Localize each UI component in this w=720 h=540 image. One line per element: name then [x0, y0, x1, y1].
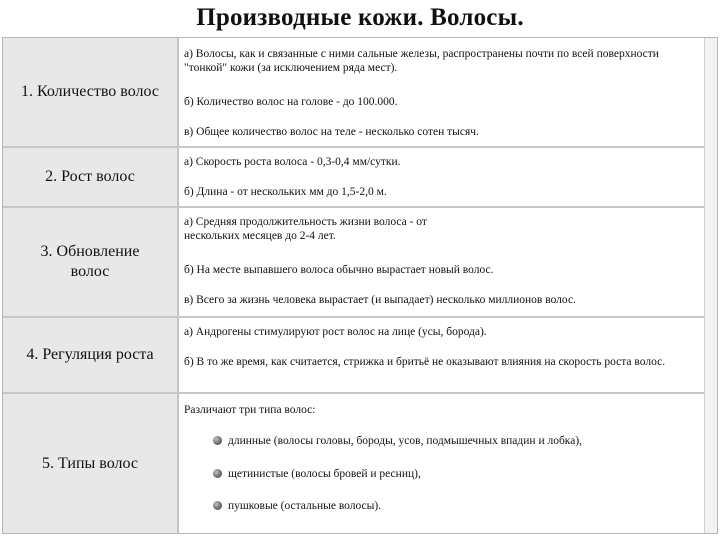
row-heading: 1. Количество волос: [3, 38, 179, 148]
table-row: [3, 208, 705, 318]
row-content: [179, 148, 705, 208]
list-intro: Различают три типа волос:: [184, 404, 316, 416]
row-heading: 5. Типы волос: [3, 394, 179, 533]
table-row: [3, 394, 705, 533]
fact-text: б) На месте выпавшего волоса обычно вырастает новый волос.: [184, 264, 494, 276]
page-title: Производные кожи. Волосы.: [196, 4, 524, 31]
list-item: щетинистые (волосы бровей и ресниц),: [228, 468, 421, 480]
table-row: [3, 148, 705, 208]
table-row: [3, 318, 705, 394]
bullet-icon: [213, 469, 222, 478]
fact-text: а) Средняя продолжительность жизни волоса - от нескольких месяцев до 2-4 лет.: [184, 216, 427, 242]
fact-text: б) Длина - от нескольких мм до 1,5-2,0 м.: [184, 186, 387, 198]
row-heading: 2. Рост волос: [3, 148, 179, 208]
fact-text: б) В то же время, как считается, стрижка и бритьё не оказывают влияния на скорость роста волос.: [184, 356, 666, 368]
list-item: пушковые (остальные волосы).: [228, 500, 382, 512]
fact-text: а) Андрогены стимулируют рост волос на лице (усы, борода).: [184, 326, 487, 338]
row-content: [179, 208, 705, 318]
vertical-scrollbar[interactable]: [704, 38, 717, 533]
row-heading: 3. Обновление волос: [3, 208, 179, 318]
list-item: длинные (волосы головы, бороды, усов, подмышечных впадин и лобка),: [228, 435, 583, 447]
fact-text: б) Количество волос на голове - до 100.000.: [184, 96, 398, 108]
facts-table: [2, 37, 718, 534]
row-content: [179, 394, 705, 533]
bullet-icon: [213, 501, 222, 510]
table-row: [3, 38, 705, 148]
row-content: [179, 318, 705, 394]
fact-text: а) Скорость роста волоса - 0,3-0,4 мм/сутки.: [184, 156, 401, 168]
bullet-icon: [213, 436, 222, 445]
fact-text: в) Общее количество волос на теле - несколько сотен тысяч.: [184, 126, 479, 138]
row-content: [179, 38, 705, 148]
row-heading: 4. Регуляция роста: [3, 318, 179, 394]
fact-text: а) Волосы, как и связанные с ними сальные железы, распространены почти по всей поверхности "тонкой" кожи (за исключением ряда мест).: [184, 48, 659, 74]
fact-text: в) Всего за жизнь человека вырастает (и выпадает) несколько миллионов волос.: [184, 294, 576, 306]
